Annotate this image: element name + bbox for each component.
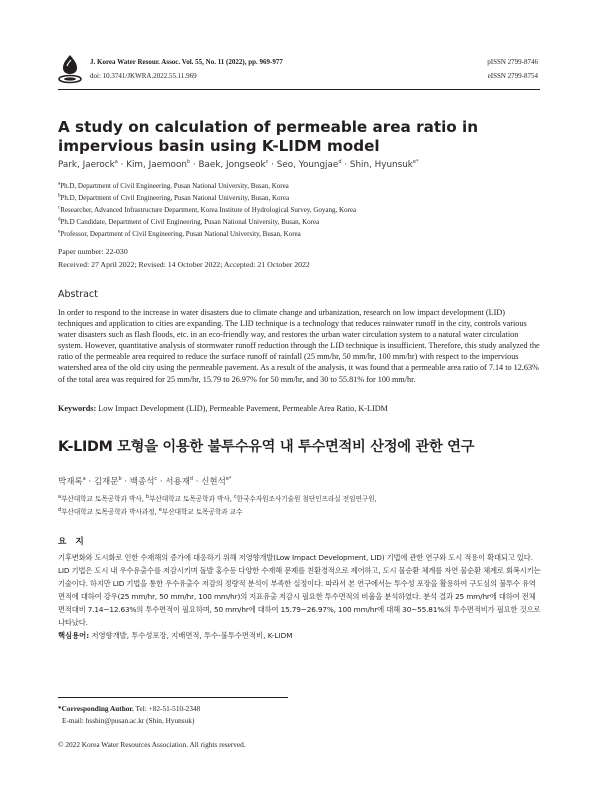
- keywords-text: 저영향개발, 투수성포장, 지배면적, 투수-불투수면적비, K-LIDM: [91, 631, 293, 640]
- affil-sup: a: [58, 493, 62, 500]
- author-sup: a: [114, 159, 118, 166]
- journal-header: [58, 54, 538, 94]
- corr-label: *Corresponding Author.: [58, 704, 134, 713]
- affiliation-line: [58, 506, 538, 519]
- affil-sup: b: [145, 493, 150, 500]
- affiliation-line: [58, 192, 538, 204]
- affil-sup: e: [158, 506, 162, 513]
- author-sup: d: [338, 159, 342, 166]
- author-name: 서용재: [165, 477, 190, 487]
- affil-sup: c: [58, 205, 61, 211]
- author-list-korean: 박재록$^a$ · 김재문$^b$ · 백종석$^c$ · 서용재$^d$ · 신현석$^{e*}$: [58, 476, 232, 487]
- affil-text: 부산대학교 토목공학과 박사,: [149, 495, 234, 503]
- keywords-label: 핵심용어:: [58, 631, 90, 640]
- journal-logo-icon: [58, 54, 82, 84]
- affil-sup: d: [58, 217, 61, 223]
- author-sup: b: [118, 476, 122, 483]
- author-list-english: Park, Jaerock$^a$ · Kim, Jaemoon$^b$ · Baek, Jongseok$^c$ · Seo, Youngjae$^d$ · Shin, Hyunsuk$^{e*}$: [58, 159, 419, 170]
- author-sup: c: [154, 476, 158, 483]
- author-sup: e*: [412, 159, 419, 166]
- affil-sup: a: [58, 181, 61, 187]
- author-sup: e*: [225, 476, 232, 483]
- keywords-text: Low Impact Development (LID), Permeable Pavement, Permeable Area Ratio, K-LIDM: [98, 404, 388, 413]
- affiliation-line: [58, 493, 538, 506]
- corresponding-author: [58, 704, 200, 713]
- author-name: Seo, Youngjae: [276, 160, 339, 170]
- affil-text: Ph.D, Department of Civil Engineering, Pusan National University, Busan, Korea: [60, 182, 289, 190]
- author-name: Kim, Jaemoon: [126, 160, 187, 170]
- author-name: 백종석: [129, 477, 155, 487]
- keywords-english: [58, 404, 540, 413]
- affil-text: Ph.D, Department of Civil Engineering, Pusan National University, Busan, Korea: [60, 194, 290, 203]
- affil-sup: e: [58, 230, 61, 236]
- affiliation-line: [58, 180, 538, 192]
- affil-text: 부산대학교 토목공학과 박사,: [61, 495, 146, 503]
- pissn: pISSN 2799-8746: [487, 58, 538, 66]
- abstract-body: In order to respond to the increase in water disasters due to climate change and urbanization, research on low impact development (LID) techniques and application to cities are expanding. The LID technique is a technology that reduces rainwater runoff in the city, controls various water disasters such as flash floods, etc. in an eco-friendly way, and restores the urban water circulation system to a natural water circulation system. However, quantitative analysis of stormwater runoff reduction through the LID technique is insufficient. Therefore, this study analyzed the ratio of the permeable area required to reduce the surface runoff of rainfall (25 mm/hr, 50 mm/hr, 100 mm/hr) with respect to the impervious watershed area of the old city using the permeable pavement. As a result of the analysis, it was found that a permeable area ratio of 7.14 to 12.63% of the total area was required for 25 mm/hr, 15.79 to 26.97% for 50 mm/hr, and 30 to 55.81% for 100 mm/hr.: [58, 308, 540, 384]
- affil-text: Researcher, Advanced Infrastructure Department, Korea Institute of Hydrological Survey, Goyang, Korea: [60, 206, 357, 215]
- affil-sup: d: [58, 506, 62, 513]
- affiliation-line: [58, 204, 538, 216]
- paper-title-english: A study on calculation of permeable area ratio in impervious basin using K-LIDM model: [58, 118, 479, 155]
- author-name: 김재문: [93, 477, 119, 487]
- eissn: eISSN 2799-8754: [487, 72, 538, 80]
- author-name: 박재록: [58, 477, 83, 487]
- received-dates: Received: 27 April 2022; Revised: 14 October 2022; Accepted: 21 October 2022: [58, 260, 310, 269]
- affiliations-korean: [58, 493, 538, 518]
- affil-text: Ph.D Candidate, Department of Civil Engineering, Pusan National University, Busan, Korea: [60, 218, 320, 227]
- author-sup: a: [82, 476, 86, 483]
- copyright-notice: © 2022 Korea Water Resources Association. All rights reserved.: [58, 740, 246, 749]
- affil-text: 부산대학교 토목공학과 박사과정,: [61, 507, 159, 516]
- author-name: Park, Jaerock: [58, 160, 115, 170]
- footnote-divider: [58, 697, 288, 698]
- author-name: Baek, Jongseok: [198, 160, 266, 170]
- affil-sup: c: [233, 493, 237, 500]
- affiliation-line: [58, 228, 538, 240]
- header-divider: [58, 89, 540, 90]
- paper-number: Paper number: 22-030: [58, 247, 128, 256]
- affil-sup: b: [58, 193, 61, 199]
- author-sup: d: [189, 476, 194, 483]
- affiliation-line: [58, 216, 538, 228]
- doi-text[interactable]: doi: 10.3741/JKWRA.2022.55.11.969: [90, 72, 197, 80]
- author-sup: c: [265, 159, 269, 166]
- summary-body-korean: 기후변화와 도시화로 인한 수재해의 증가에 대응하기 위해 저영향개발(Low Impact Development, LID) 기법에 관한 연구와 도시 적용이 확대되고 있다. LID 기법은 도시 내 우수유출수를 저감시키며 돌발 홍수등 다양한 수재해 문제를 친환경적으로 제어하고, 도시 물순환 체계를 자연 물순환 체계로 회복시키는 기술이다. 하지만 LID 기법을 통한 우수유출수 저감의 정량적 분석이 부족한 실정이다. 따라서 본 연구에서는 투수성 포장을 활용하여 구도심의 불투수 유역면적에 대하여 강우(25 mm/hr, 50 mm/hr, 100 mm/hr)의 지표유출 저감시 필요한 투수면적의 비율을 분석하였다. 분석 결과 25 mm/hr에 대하여 전체면적대비 7.14~12.63%의 투수면적이 필요하며, 50 mm/hr에 대하여 15.79~26.97%, 100 mm/hr에 대해 30~55.81%의 투수면적비가 필요한 것으로 나타났다.: [58, 553, 541, 628]
- affiliations-english: [58, 180, 538, 240]
- journal-citation: J. Korea Water Resour. Assoc. Vol. 55, No. 11 (2022), pp. 969-977: [90, 58, 283, 66]
- summary-heading-korean: 요 지: [58, 537, 87, 547]
- affil-text: 부산대학교 토목공학과 교수: [161, 507, 243, 516]
- affil-text: 한국수자원조사기술원 첨단인프라실 전임연구원,: [236, 495, 377, 503]
- author-name: Shin, Hyunsuk: [349, 160, 413, 170]
- author-name: 신현석: [201, 477, 226, 487]
- corresponding-email[interactable]: E-mail: hsshin@pusan.ac.kr (Shin, Hyunsuk): [62, 716, 195, 725]
- keywords-label: Keywords:: [58, 404, 97, 413]
- abstract-heading: Abstract: [58, 289, 98, 300]
- affil-text: Professor, Department of Civil Engineering, Pusan National University, Busan, Korea: [60, 230, 301, 239]
- keywords-korean: [58, 631, 293, 641]
- paper-title-korean: K-LIDM 모형을 이용한 불투수유역 내 투수면적비 산정에 관한 연구: [58, 439, 475, 455]
- author-sup: b: [186, 159, 191, 166]
- corr-tel: Tel: +82-51-510-2348: [135, 704, 201, 713]
